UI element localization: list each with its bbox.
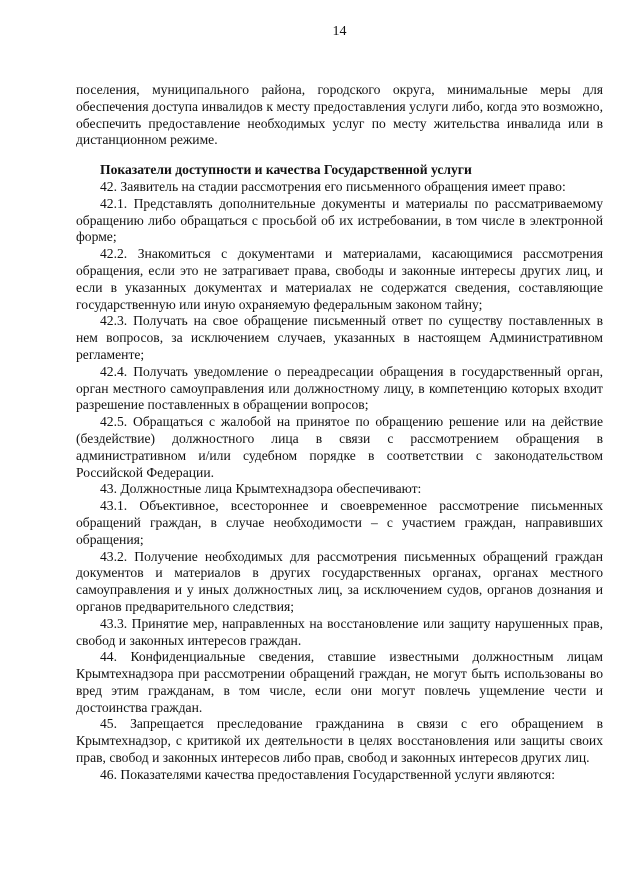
paragraph-43-2: 43.2. Получение необходимых для рассмотрения письменных обращений граждан документов и материалов в других государственных органах, органах местного самоуправления и у иных должностных лиц, за исключением судов, органов дознания и органов предварительного следствия; — [76, 548, 603, 614]
section-heading: Показатели доступности и качества Государственной услуги — [100, 162, 472, 178]
paragraph-42-4: 42.4. Получать уведомление о переадресации обращения в государственный орган, орган местного самоуправления или должностному лицу, в компетенцию которых входит разрешение поставленных в обращении вопросов; — [76, 363, 603, 413]
paragraph-42-3: 42.3. Получать на свое обращение письменный ответ по существу поставленных в нем вопросов, за исключением случаев, указанных в настоящем Административном регламенте; — [76, 313, 603, 362]
paragraph-46: 46. Показателями качества предоставления Государственной услуги являются: — [100, 766, 555, 782]
paragraph-43-1: 43.1. Объективное, всестороннее и своевременное рассмотрение письменных обращений граждан, в случае необходимости – с участием граждан, направивших обращения; — [76, 498, 603, 547]
paragraph-42: 42. Заявитель на стадии рассмотрения его письменного обращения имеет право: — [100, 178, 566, 194]
document-body — [76, 82, 603, 784]
paragraph-42-5: 42.5. Обращаться с жалобой на принятое по обращению решение или на действие (бездействие) должностного лица в связи с рассмотрением обращения в административном и/или судебном порядке в соответствии с законодательством Российской Федерации. — [76, 414, 603, 480]
paragraph-42-2: 42.2. Знакомиться с документами и материалами, касающимися рассмотрения обращения, если это не затрагивает права, свободы и законные интересы других лиц, и если в указанных документах и материалах не содержатся сведения, составляющие государственную или иную охраняемую федеральным законом тайну; — [76, 246, 603, 312]
intro-paragraph: поселения, муниципального района, городского округа, минимальные меры для обеспечения доступа инвалидов к месту предоставления услуги либо, когда это возможно, обеспечить предоставление необходимых услуг по месту жительства инвалида или в дистанционном режиме. — [76, 82, 603, 148]
paragraph-42-1: 42.1. Представлять дополнительные документы и материалы по рассматриваемому обращению либо обращаться с просьбой об их истребовании, в том числе в электронной форме; — [76, 195, 603, 245]
paragraph-43-3: 43.3. Принятие мер, направленных на восстановление или защиту нарушенных прав, свобод и законных интересов граждан. — [76, 615, 603, 648]
paragraph-45: 45. Запрещается преследование гражданина в связи с его обращением в Крымтехнадзор, с критикой их деятельности в целях восстановления или защиты своих прав, свобод и законных интересов либо прав, свобод и законных интересов других лиц. — [76, 716, 603, 766]
page-number: 14 — [332, 24, 347, 39]
paragraph-44: 44. Конфиденциальные сведения, ставшие известными должностным лицам Крымтехнадзора при рассмотрении обращений граждан, не могут быть использованы во вред этим гражданам, в том числе, если они могут повлечь ущемление чести и достоинства граждан. — [76, 649, 603, 715]
paragraph-43: 43. Должностные лица Крымтехнадзора обеспечивают: — [100, 481, 422, 497]
